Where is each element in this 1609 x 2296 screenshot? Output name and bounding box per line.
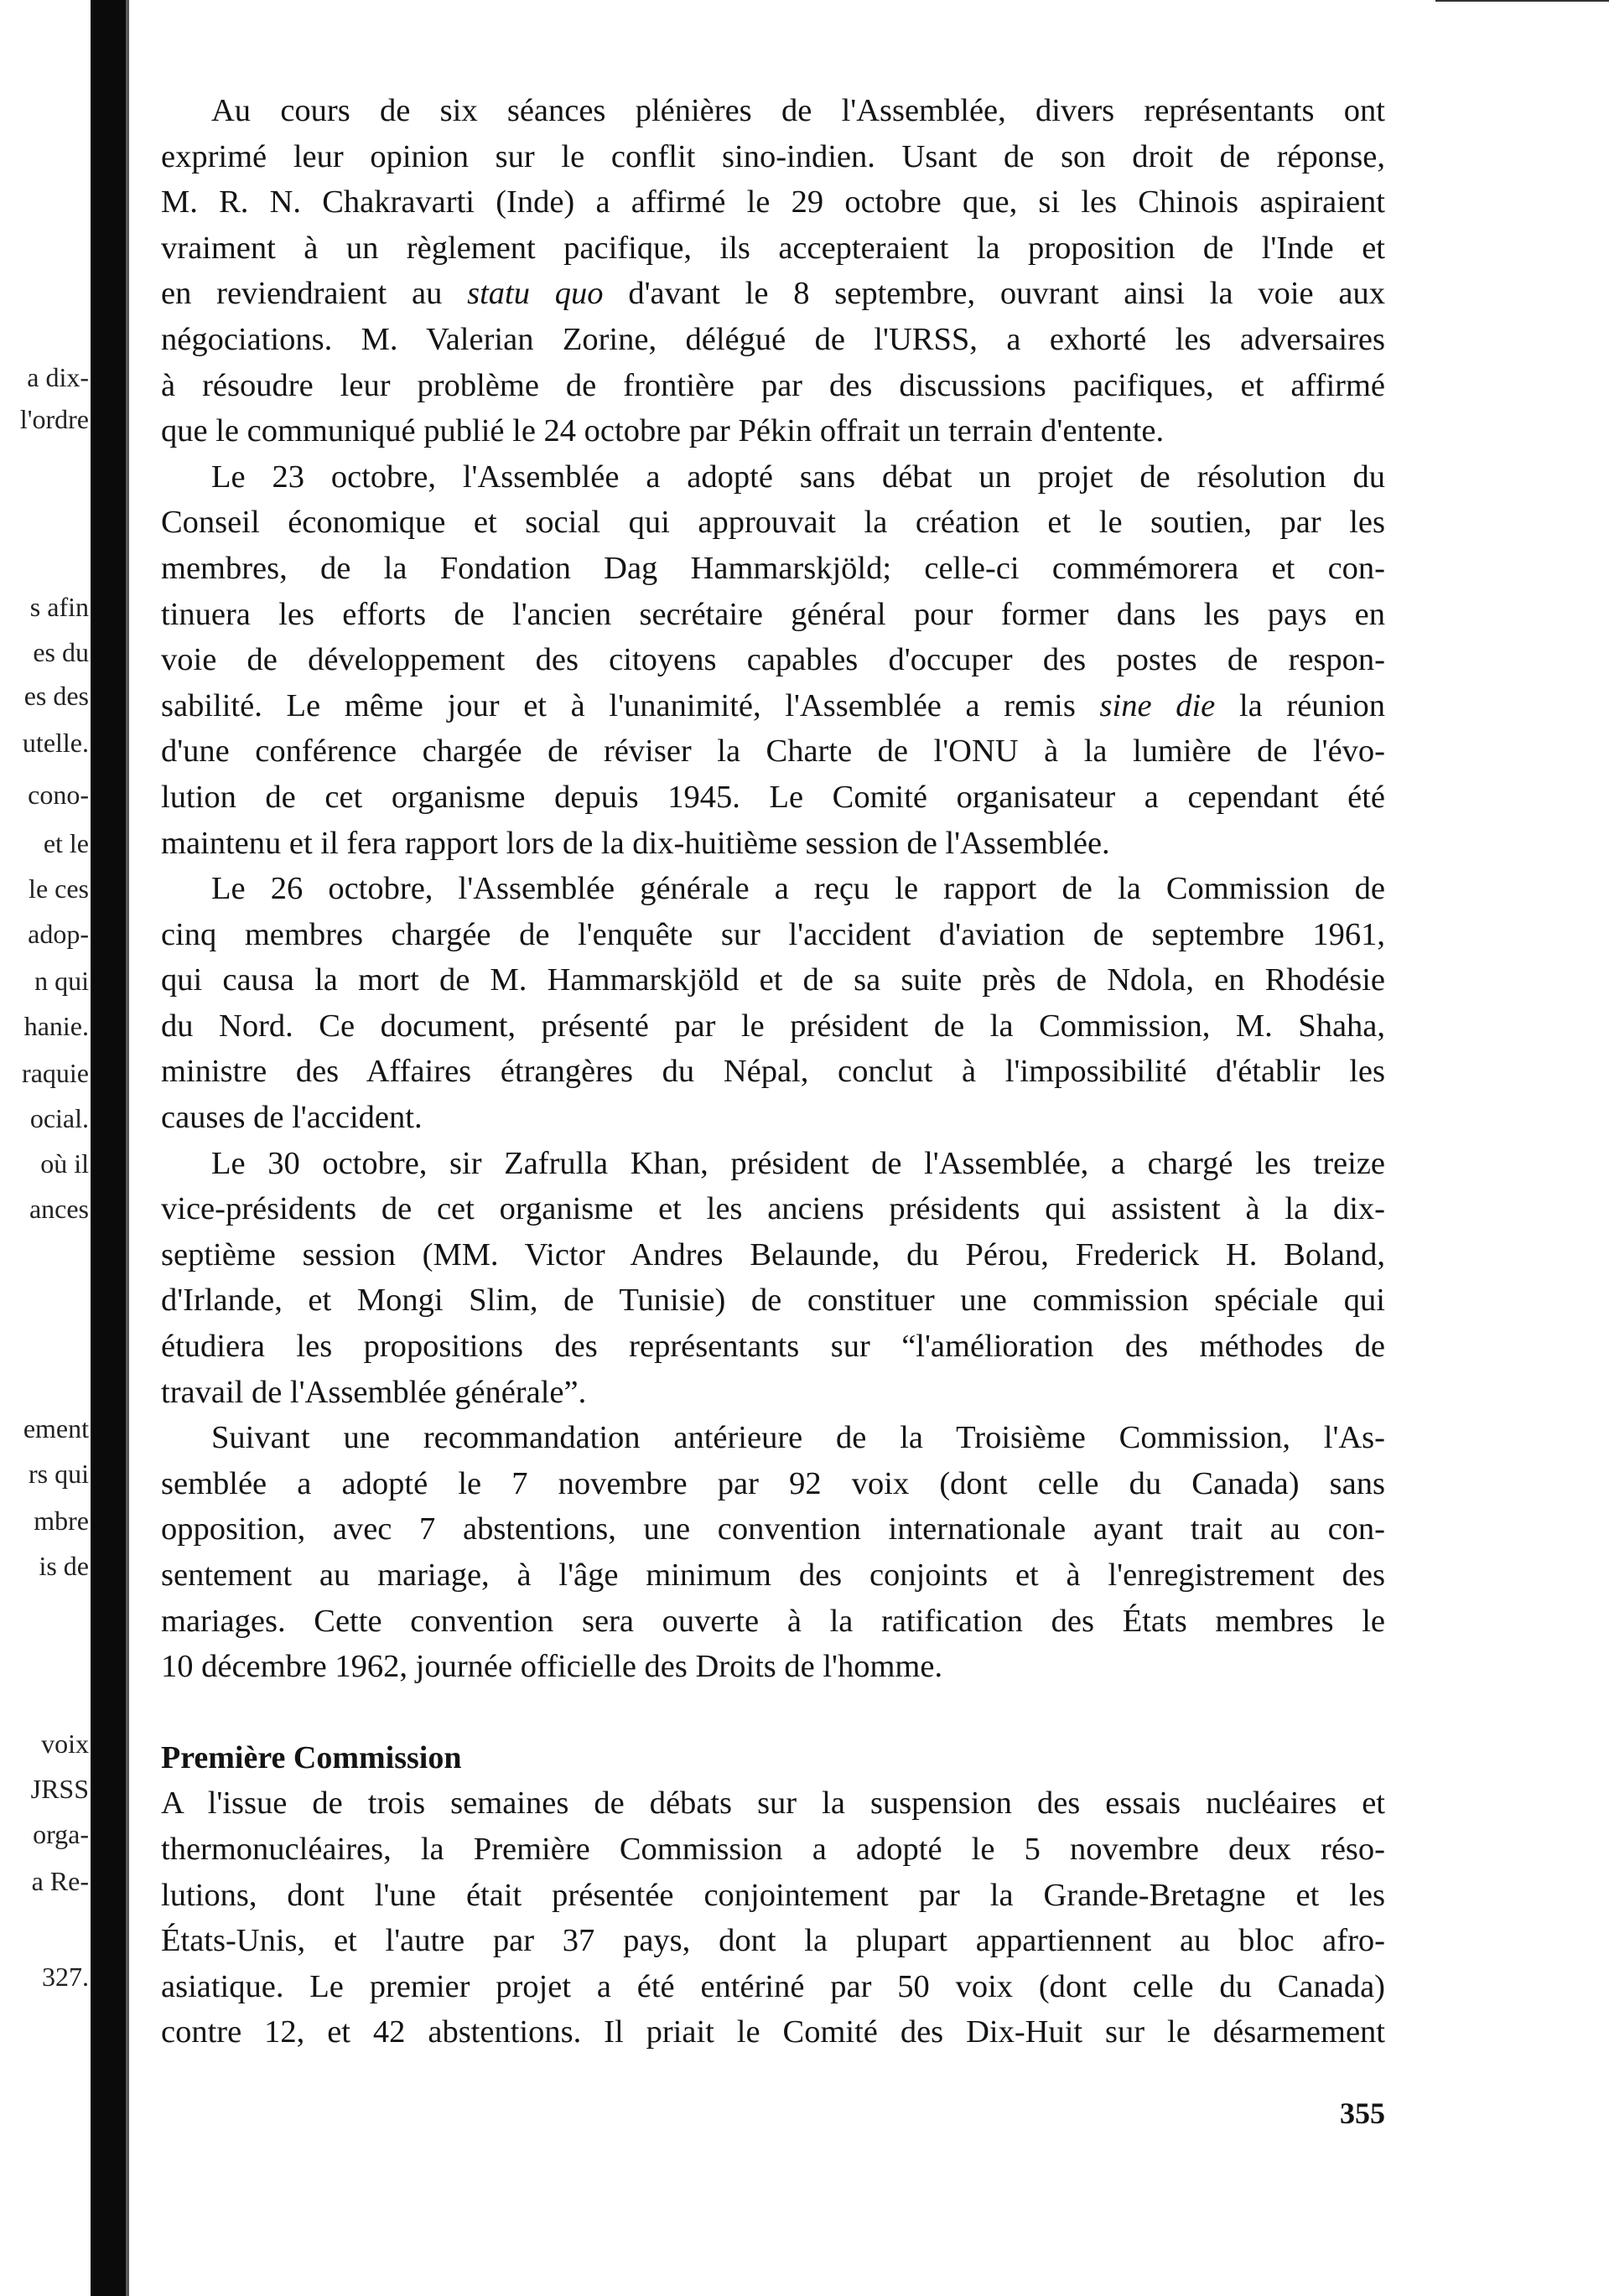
facing-page-fragment: n qui (34, 966, 89, 996)
top-rule (1435, 0, 1609, 2)
text-line: opposition, avec 7 abstentions, une convention internationale ayant trait au con- (161, 1511, 1385, 1547)
italic-term: sine die (1099, 687, 1216, 723)
text-line: membres, de la Fondation Dag Hammarskjöld; celle-ci commémorera et con- (161, 550, 1385, 586)
text-line: A l'issue de trois semaines de débats sur la suspension des essais nucléaires et (161, 1785, 1385, 1822)
facing-page-fragment: cono- (28, 780, 89, 810)
text-line: lution de cet organisme depuis 1945. Le Comité organisateur a cependant été (161, 779, 1385, 815)
text-line: tinuera les efforts de l'ancien secrétaire général pour former dans les pays en (161, 596, 1385, 632)
text-line: que le communiqué publié le 24 octobre par Pékin offrait un terrain d'entente. (161, 413, 1165, 449)
facing-page-fragment: où il (40, 1148, 89, 1179)
text-line: M. R. N. Chakravarti (Inde) a affirmé le 29 octobre que, si les Chinois aspiraient (161, 184, 1385, 220)
text-line: sabilité. Le même jour et à l'unanimité, l'Assemblée a remis sine die la réunion (161, 687, 1386, 723)
text-line: États-Unis, et l'autre par 37 pays, dont la plupart appartiennent au bloc afro- (161, 1923, 1385, 1959)
section-heading: Première Commission (161, 1739, 462, 1775)
facing-page-fragments (0, 0, 91, 2296)
facing-page-fragment: JRSS (30, 1774, 89, 1804)
text-line: contre 12, et 42 abstentions. Il priait le Comité des Dix-Huit sur le désarmement (161, 2014, 1385, 2050)
facing-page-fragment: adop- (28, 919, 89, 949)
facing-page-fragment: a dix- (27, 362, 89, 392)
text-line: causes de l'accident. (161, 1100, 423, 1136)
facing-page-fragment: rs qui (29, 1459, 89, 1489)
page-number: 355 (1340, 2096, 1385, 2130)
text-line: vraiment à un règlement pacifique, ils accepteraient la proposition de l'Inde et (161, 230, 1385, 266)
facing-page-fragment: l'ordre (19, 404, 89, 434)
facing-page-fragment: is de (39, 1551, 89, 1581)
facing-page-fragment: ances (29, 1194, 89, 1224)
facing-page-fragment: ocial. (29, 1103, 89, 1133)
facing-page-fragment: hanie. (23, 1011, 89, 1041)
paragraph (161, 866, 1385, 1141)
text-line: d'Irlande, et Mongi Slim, de Tunisie) de constituer une commission spéciale qui (161, 1283, 1385, 1319)
text-line: 10 décembre 1962, journée officielle des Droits de l'homme. (161, 1649, 943, 1685)
text-line: ministre des Affaires étrangères du Népal, conclut à l'impossibilité d'établir les (161, 1054, 1385, 1090)
paragraph (161, 1415, 1385, 1690)
text-line: vice-présidents de cet organisme et les anciens présidents qui assistent à la dix- (161, 1191, 1385, 1227)
text-line: Le 30 octobre, sir Zafrulla Khan, président de l'Assemblée, a chargé les treize (211, 1145, 1385, 1181)
text-line: cinq membres chargée de l'enquête sur l'accident d'aviation de septembre 1961, (161, 916, 1385, 952)
text-line: Suivant une recommandation antérieure de la Troisième Commission, l'As- (211, 1420, 1385, 1456)
facing-page-fragment: a Re- (31, 1866, 89, 1896)
main-text-column (161, 88, 1385, 2055)
text-line: Le 23 octobre, l'Assemblée a adopté sans débat un projet de résolution du (211, 459, 1385, 495)
text-line: thermonucléaires, la Première Commission a adopté le 5 novembre deux réso- (161, 1831, 1385, 1867)
text-line: Le 26 octobre, l'Assemblée générale a reçu le rapport de la Commission de (211, 871, 1385, 907)
text-line: du Nord. Ce document, présenté par le président de la Commission, M. Shaha, (161, 1008, 1385, 1044)
text-line: maintenu et il fera rapport lors de la dix-huitième session de l'Assemblée. (161, 825, 1110, 861)
text-line: septième session (MM. Victor Andres Belaunde, du Pérou, Frederick H. Boland, (161, 1236, 1385, 1272)
facing-page-fragment: ement (23, 1413, 89, 1443)
text-line: semblée a adopté le 7 novembre par 92 voix (dont celle du Canada) sans (161, 1465, 1385, 1501)
text-line: Au cours de six séances plénières de l'Assemblée, divers représentants ont (211, 93, 1385, 128)
italic-term: statu quo (467, 276, 604, 312)
facing-page-fragment: et le (43, 828, 89, 858)
facing-page-fragment: s afin (29, 592, 89, 622)
text-line: étudiera les propositions des représentants sur “l'amélioration des méthodes de (161, 1329, 1385, 1365)
text-line: lutions, dont l'une était présentée conjointement par la Grande-Bretagne et les (161, 1877, 1385, 1913)
facing-page-fragment: orga- (33, 1819, 89, 1849)
section-paragraph (161, 1780, 1385, 2055)
page-binding (91, 0, 126, 2296)
text-line: négociations. M. Valerian Zorine, délégué de l'URSS, a exhorté les adversaires (161, 321, 1385, 357)
binding-edge (126, 0, 129, 2296)
text-line: qui causa la mort de M. Hammarskjöld et de sa suite près de Ndola, en Rhodésie (161, 962, 1385, 998)
facing-page-fragment: es du (33, 637, 89, 667)
facing-page-fragment: mbre (34, 1506, 89, 1536)
facing-page-fragment: voix (41, 1728, 89, 1759)
facing-page-fragment: 327. (42, 1962, 89, 1992)
paragraph (161, 88, 1385, 454)
text-line: d'une conférence chargée de réviser la Charte de l'ONU à la lumière de l'évo- (161, 733, 1385, 770)
facing-page-fragment: es des (23, 681, 89, 711)
text-line: exprimé leur opinion sur le conflit sino-indien. Usant de son droit de réponse, (161, 138, 1385, 174)
text-line: mariages. Cette convention sera ouverte à la ratification des États membres le (161, 1603, 1385, 1639)
paragraph (161, 454, 1385, 866)
text-line: voie de développement des citoyens capables d'occuper des postes de respon- (161, 642, 1385, 678)
facing-page-fragment: utelle. (22, 728, 89, 758)
text-line: asiatique. Le premier projet a été entériné par 50 voix (dont celle du Canada) (161, 1968, 1385, 2004)
text-line: à résoudre leur problème de frontière par des discussions pacifiques, et affirmé (161, 367, 1385, 403)
facing-page-fragment: raquie (22, 1058, 89, 1088)
facing-page-fragment: le ces (29, 873, 89, 904)
text-line: sentement au mariage, à l'âge minimum des conjoints et à l'enregistrement des (161, 1557, 1385, 1593)
text-line: Conseil économique et social qui approuvait la création et le soutien, par les (161, 505, 1385, 541)
text-line: en reviendraient au statu quo d'avant le 8 septembre, ouvrant ainsi la voie aux (161, 276, 1385, 312)
text-line: travail de l'Assemblée générale”. (161, 1374, 587, 1410)
paragraph (161, 1141, 1385, 1416)
